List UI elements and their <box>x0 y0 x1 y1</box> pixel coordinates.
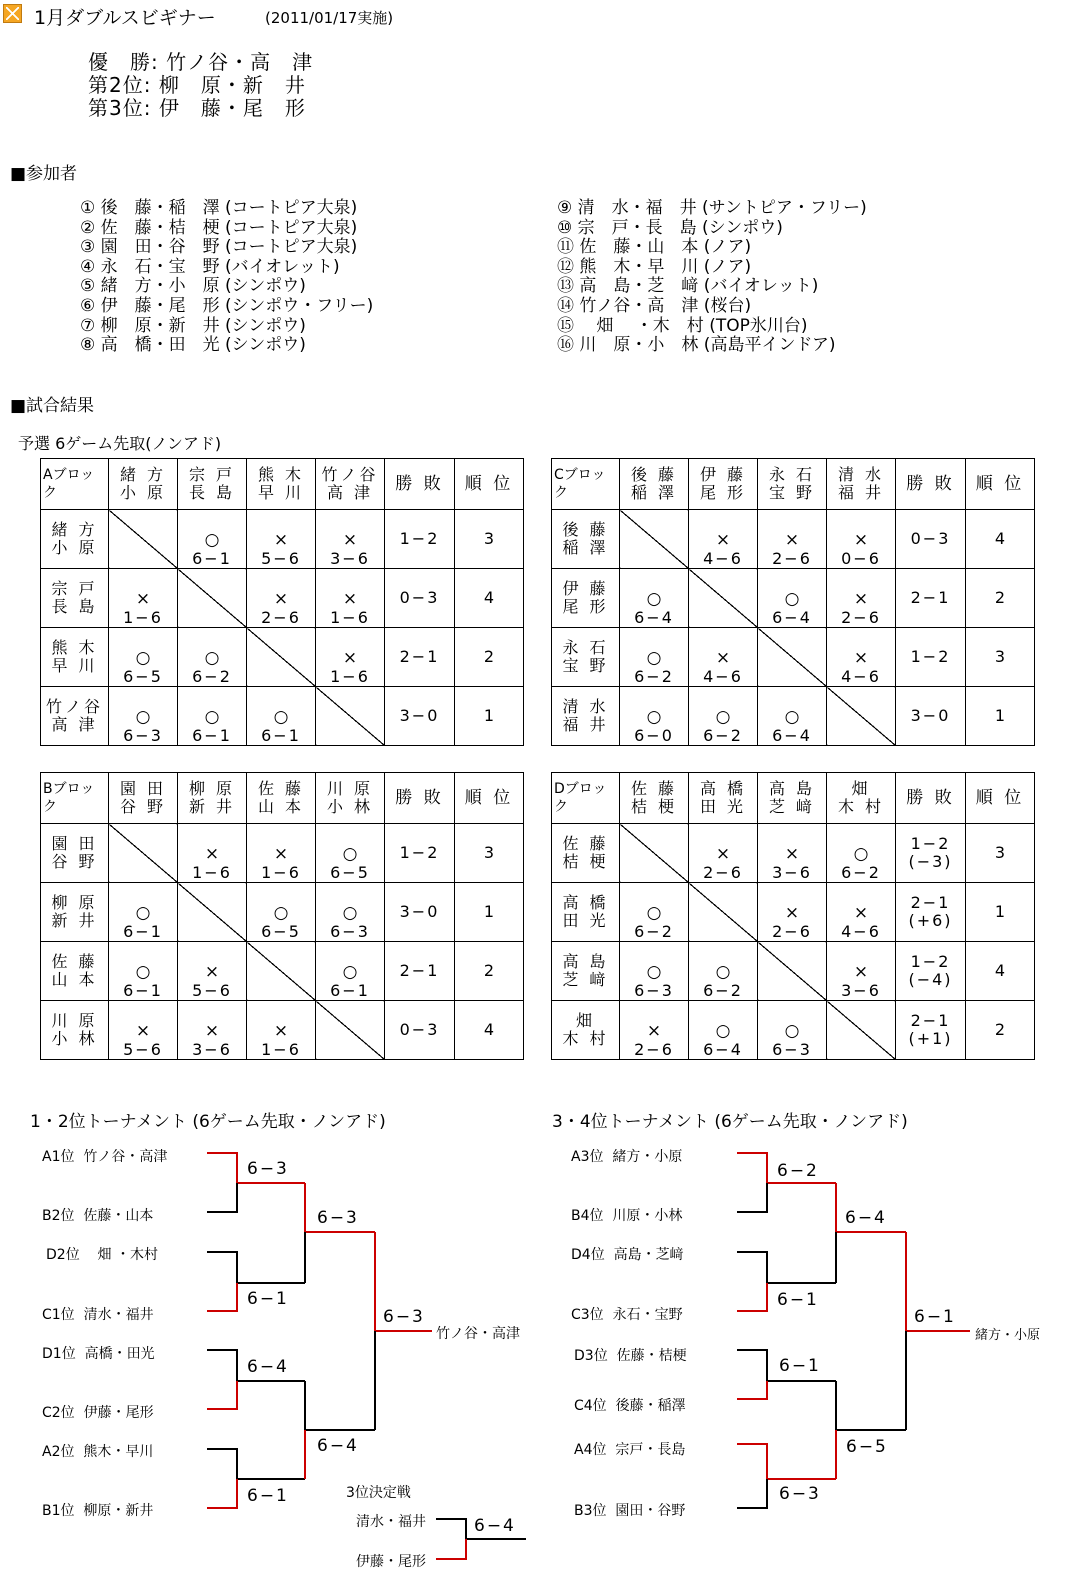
team-header: 清 水 福 井 <box>827 459 896 510</box>
match-score: 1−6 <box>192 863 232 882</box>
rank-cell: 1 <box>966 883 1035 942</box>
match-score: 6−0 <box>634 726 674 745</box>
loss-mark: × <box>204 844 220 864</box>
t34-r1-score: 6−2 <box>777 1161 819 1181</box>
loss-mark: × <box>273 844 289 864</box>
match-score: 2−6 <box>772 549 812 568</box>
match-score: 6−3 <box>123 726 163 745</box>
match-score: 3−6 <box>330 549 370 568</box>
team-header: 佐 藤 桔 梗 <box>620 773 689 824</box>
team-header: 高 橋 田 光 <box>689 773 758 824</box>
loss-mark: × <box>273 589 289 609</box>
team-row-label: 柳 原 新 井 <box>41 883 109 942</box>
win-loss-header: 勝 敗 <box>385 773 455 824</box>
loss-mark: × <box>204 1021 220 1041</box>
rank-cell: 3 <box>966 824 1035 883</box>
team-header: 川 原 小 林 <box>316 773 385 824</box>
loss-mark: × <box>715 530 731 550</box>
team-header: 後 藤 稲 澤 <box>620 459 689 510</box>
win-loss-cell: 0−3 <box>385 1001 455 1060</box>
page-title: 1月ダブルスビギナー <box>34 7 216 29</box>
t12-r1-score: 6−1 <box>247 1486 289 1506</box>
win-loss-header: 勝 敗 <box>896 773 966 824</box>
match-score: 5−6 <box>123 1040 163 1059</box>
win-loss-cell: 3−0 <box>896 687 966 746</box>
t12-entry: A1位 竹ノ谷・高津 <box>42 1149 168 1165</box>
win-mark: ○ <box>204 648 220 668</box>
t12-entry: B2位 佐藤・山本 <box>42 1208 154 1224</box>
win-loss-cell: 3−0 <box>385 687 455 746</box>
t12-r2-score: 6−4 <box>317 1436 359 1456</box>
participant-item: ⑯ 川 原・小 林 (高島平インドア) <box>557 335 836 356</box>
team-row-label: 緒 方 小 原 <box>41 510 109 569</box>
participant-item: ⑧ 高 橋・田 光 (シンポウ) <box>80 335 306 356</box>
rank-header: 順 位 <box>966 773 1035 824</box>
t12-entry: B1位 柳原・新井 <box>42 1503 154 1519</box>
t34-entry: A4位 宗戸・長島 <box>574 1442 686 1458</box>
t34-r1-score: 6−3 <box>779 1484 821 1504</box>
match-score: 6−3 <box>330 922 370 941</box>
loss-mark: × <box>273 1021 289 1041</box>
match-score: 6−2 <box>634 922 674 941</box>
match-score: 1−6 <box>123 608 163 627</box>
win-mark: ○ <box>342 844 358 864</box>
match-score: 6−3 <box>772 1040 812 1059</box>
participant-item: ⑮ 畑 ・木 村 (TOP氷川台) <box>557 315 808 336</box>
match-score: 6−1 <box>330 981 370 1000</box>
win-loss-cell: 2−1 (+1) <box>896 1001 966 1060</box>
match-score: 3−6 <box>772 863 812 882</box>
team-row-label: 伊 藤 尾 形 <box>552 569 620 628</box>
win-mark: ○ <box>135 648 151 668</box>
win-mark: ○ <box>715 1021 731 1041</box>
participant-item: ⑨ 清 水・福 井 (サントピア・フリー) <box>557 198 867 218</box>
match-score: 1−6 <box>261 863 301 882</box>
win-mark: ○ <box>646 903 662 923</box>
loss-mark: × <box>342 589 358 609</box>
t12-winner: 竹ノ谷・高津 <box>436 1326 520 1342</box>
loss-mark: × <box>646 1021 662 1041</box>
participant-item: ① 後 藤・稲 澤 (コートピア大泉) <box>80 198 358 218</box>
win-loss-cell: 1−2 <box>896 628 966 687</box>
event-date: (2011/01/17実施) <box>265 9 394 27</box>
t12-final-score: 6−3 <box>383 1307 425 1327</box>
rank-header: 順 位 <box>455 773 524 824</box>
loss-mark: × <box>342 648 358 668</box>
team-header: 佐 藤 山 本 <box>247 773 316 824</box>
team-row-label: 佐 藤 山 本 <box>41 942 109 1001</box>
win-mark: ○ <box>204 530 220 550</box>
win-mark: ○ <box>273 707 289 727</box>
result-second: 第2位: 柳 原・新 井 <box>88 73 306 97</box>
rank-cell: 4 <box>966 942 1035 1001</box>
team-header: 緒 方 小 原 <box>109 459 178 510</box>
win-mark: ○ <box>342 903 358 923</box>
rank-cell: 2 <box>966 1001 1035 1060</box>
team-header: 竹ノ谷 高 津 <box>316 459 385 510</box>
win-loss-cell: 2−1 <box>896 569 966 628</box>
rank-cell: 3 <box>455 824 524 883</box>
loss-mark: × <box>853 530 869 550</box>
participant-item: ② 佐 藤・桔 梗 (コートピア大泉) <box>80 217 358 238</box>
match-score: 6−2 <box>634 667 674 686</box>
match-score: 6−1 <box>192 726 232 745</box>
t12-r1-score: 6−4 <box>247 1357 289 1377</box>
win-mark: ○ <box>784 1021 800 1041</box>
rank-cell: 3 <box>966 628 1035 687</box>
team-row-label: 園 田 谷 野 <box>41 824 109 883</box>
t12-entry: D1位 高橋・田光 <box>42 1346 155 1362</box>
match-score: 6−4 <box>772 726 812 745</box>
team-row-label: 高 島 芝 﨑 <box>552 942 620 1001</box>
team-header: 伊 藤 尾 形 <box>689 459 758 510</box>
participant-item: ⑤ 緒 方・小 原 (シンポウ) <box>80 276 306 297</box>
participants-heading: ■参加者 <box>10 164 78 184</box>
match-score: 6−1 <box>192 549 232 568</box>
loss-mark: × <box>715 844 731 864</box>
t12-entry: C2位 伊藤・尾形 <box>42 1405 154 1421</box>
match-score: 6−4 <box>703 1040 743 1059</box>
win-loss-header: 勝 敗 <box>385 459 455 510</box>
loss-mark: × <box>853 648 869 668</box>
win-loss-cell: 2−1 <box>385 628 455 687</box>
t34-r2-score: 6−4 <box>845 1208 887 1228</box>
rank-cell: 1 <box>966 687 1035 746</box>
participant-item: ⑪ 佐 藤・山 本 (ノア) <box>557 237 752 258</box>
t34-entry: C3位 永石・宝野 <box>571 1307 683 1323</box>
participant-item: ⑦ 柳 原・新 井 (シンポウ) <box>80 315 306 336</box>
rank-cell: 2 <box>455 628 524 687</box>
rank-header: 順 位 <box>455 459 524 510</box>
win-mark: ○ <box>646 648 662 668</box>
loss-mark: × <box>715 648 731 668</box>
participant-item: ⑩ 宗 戸・長 島 (シンポウ) <box>557 217 783 238</box>
team-header: 園 田 谷 野 <box>109 773 178 824</box>
match-score: 3−6 <box>841 981 881 1000</box>
t12-r1-score: 6−1 <box>247 1289 289 1309</box>
team-row-label: 畑 木 村 <box>552 1001 620 1060</box>
t12-entry: A2位 熊木・早川 <box>42 1444 154 1460</box>
loss-mark: × <box>784 903 800 923</box>
win-mark: ○ <box>715 962 731 982</box>
block-name: Cブロック <box>552 459 620 510</box>
win-loss-cell: 1−2 (−4) <box>896 942 966 1001</box>
team-row-label: 川 原 小 林 <box>41 1001 109 1060</box>
team-header: 熊 木 早 川 <box>247 459 316 510</box>
rank-cell: 1 <box>455 687 524 746</box>
match-score: 2−6 <box>772 922 812 941</box>
t34-winner: 緒方・小原 <box>975 1328 1041 1343</box>
team-row-label: 宗 戸 長 島 <box>41 569 109 628</box>
third-place-entry: 清水・福井 <box>356 1514 426 1530</box>
match-score: 6−1 <box>123 981 163 1000</box>
t12-r2-score: 6−3 <box>317 1208 359 1228</box>
win-mark: ○ <box>135 707 151 727</box>
team-header: 畑 木 村 <box>827 773 896 824</box>
team-row-label: 竹ノ谷 高 津 <box>41 687 109 746</box>
match-score: 6−5 <box>123 667 163 686</box>
loss-mark: × <box>342 530 358 550</box>
team-header: 柳 原 新 井 <box>178 773 247 824</box>
participant-item: ③ 園 田・谷 野 (コートピア大泉) <box>80 237 358 258</box>
win-mark: ○ <box>715 707 731 727</box>
loss-mark: × <box>135 1021 151 1041</box>
loss-mark: × <box>853 589 869 609</box>
tournament34-title: 3・4位トーナメント (6ゲーム先取・ノンアド) <box>552 1112 908 1132</box>
match-score: 6−4 <box>772 608 812 627</box>
team-header: 高 島 芝 﨑 <box>758 773 827 824</box>
loss-mark: × <box>784 530 800 550</box>
match-score: 6−5 <box>261 922 301 941</box>
rank-cell: 3 <box>455 510 524 569</box>
match-score: 5−6 <box>192 981 232 1000</box>
participant-item: ⑭ 竹ノ谷・高 津 (桜台) <box>557 295 752 316</box>
loss-mark: × <box>853 903 869 923</box>
block-name: Aブロック <box>41 459 109 510</box>
t34-entry: A3位 緒方・小原 <box>571 1149 683 1165</box>
rank-cell: 4 <box>455 1001 524 1060</box>
win-loss-cell: 2−1 <box>385 942 455 1001</box>
t34-r1-score: 6−1 <box>779 1356 821 1376</box>
t12-entry: D2位 畑 ・木村 <box>46 1247 158 1263</box>
match-score: 6−5 <box>330 863 370 882</box>
win-loss-cell: 3−0 <box>385 883 455 942</box>
match-results-heading: ■試合結果 <box>10 396 95 416</box>
team-row-label: 高 橋 田 光 <box>552 883 620 942</box>
participant-item: ④ 永 石・宝 野 (バイオレット) <box>80 256 340 277</box>
win-mark: ○ <box>646 589 662 609</box>
win-mark: ○ <box>342 962 358 982</box>
loss-mark: × <box>204 962 220 982</box>
third-place-entry: 伊藤・尾形 <box>356 1554 426 1570</box>
match-score: 0−6 <box>841 549 881 568</box>
participant-item: ⑫ 熊 木・早 川 (ノア) <box>557 256 752 277</box>
third-place-score: 6−4 <box>474 1516 516 1536</box>
t34-entry: B4位 川原・小林 <box>571 1208 683 1224</box>
t34-entry: C4位 後藤・稲澤 <box>574 1398 686 1414</box>
result-winner: 優 勝: 竹ノ谷・高 津 <box>88 50 314 74</box>
match-score: 4−6 <box>841 667 881 686</box>
tournament12-title: 1・2位トーナメント (6ゲーム先取・ノンアド) <box>30 1112 386 1132</box>
win-loss-cell: 0−3 <box>385 569 455 628</box>
win-loss-cell: 2−1 (+6) <box>896 883 966 942</box>
loss-mark: × <box>135 589 151 609</box>
team-row-label: 後 藤 稲 澤 <box>552 510 620 569</box>
match-score: 6−1 <box>261 726 301 745</box>
rank-cell: 4 <box>455 569 524 628</box>
t34-entry: D4位 高島・芝﨑 <box>571 1247 684 1263</box>
team-row-label: 永 石 宝 野 <box>552 628 620 687</box>
team-row-label: 熊 木 早 川 <box>41 628 109 687</box>
win-mark: ○ <box>646 962 662 982</box>
match-score: 6−2 <box>703 981 743 1000</box>
team-row-label: 佐 藤 桔 梗 <box>552 824 620 883</box>
win-mark: ○ <box>784 589 800 609</box>
match-score: 1−6 <box>330 608 370 627</box>
match-score: 6−2 <box>192 667 232 686</box>
rank-header: 順 位 <box>966 459 1035 510</box>
t34-entry: B3位 園田・谷野 <box>574 1503 686 1519</box>
participant-item: ⑬ 高 島・芝 﨑 (バイオレット) <box>557 276 819 297</box>
t34-r1-score: 6−1 <box>777 1290 819 1310</box>
match-score: 6−4 <box>634 608 674 627</box>
win-mark: ○ <box>135 962 151 982</box>
match-score: 3−6 <box>192 1040 232 1059</box>
win-mark: ○ <box>784 707 800 727</box>
loss-mark: × <box>273 530 289 550</box>
rank-cell: 2 <box>966 569 1035 628</box>
win-loss-cell: 1−2 (−3) <box>896 824 966 883</box>
match-score: 5−6 <box>261 549 301 568</box>
team-header: 永 石 宝 野 <box>758 459 827 510</box>
team-row-label: 清 水 福 井 <box>552 687 620 746</box>
result-third: 第3位: 伊 藤・尾 形 <box>88 96 306 120</box>
third-place-title: 3位決定戦 <box>346 1485 411 1501</box>
win-mark: ○ <box>135 903 151 923</box>
match-score: 2−6 <box>841 608 881 627</box>
block-name: Bブロック <box>41 773 109 824</box>
match-score: 2−6 <box>261 608 301 627</box>
t34-r2-score: 6−5 <box>846 1437 888 1457</box>
win-mark: ○ <box>853 844 869 864</box>
t34-final-score: 6−1 <box>914 1307 956 1327</box>
loss-mark: × <box>853 962 869 982</box>
win-mark: ○ <box>204 707 220 727</box>
qualifier-subtitle: 予選 6ゲーム先取(ノンアド) <box>18 434 222 453</box>
t34-entry: D3位 佐藤・桔梗 <box>574 1348 687 1364</box>
rank-cell: 4 <box>966 510 1035 569</box>
match-score: 2−6 <box>634 1040 674 1059</box>
team-header: 宗 戸 長 島 <box>178 459 247 510</box>
match-score: 4−6 <box>703 549 743 568</box>
match-score: 1−6 <box>330 667 370 686</box>
match-score: 6−1 <box>123 922 163 941</box>
t12-r1-score: 6−3 <box>247 1159 289 1179</box>
loss-mark: × <box>784 844 800 864</box>
win-loss-header: 勝 敗 <box>896 459 966 510</box>
rank-cell: 1 <box>455 883 524 942</box>
participant-item: ⑥ 伊 藤・尾 形 (シンポウ・フリー) <box>80 295 374 316</box>
block-name: Dブロック <box>552 773 620 824</box>
t12-entry: C1位 清水・福井 <box>42 1307 154 1323</box>
match-score: 4−6 <box>703 667 743 686</box>
match-score: 4−6 <box>841 922 881 941</box>
win-loss-cell: 0−3 <box>896 510 966 569</box>
win-mark: ○ <box>646 707 662 727</box>
match-score: 2−6 <box>703 863 743 882</box>
rank-cell: 2 <box>455 942 524 1001</box>
win-mark: ○ <box>273 903 289 923</box>
win-loss-cell: 1−2 <box>385 824 455 883</box>
match-score: 6−2 <box>703 726 743 745</box>
match-score: 6−2 <box>841 863 881 882</box>
match-score: 1−6 <box>261 1040 301 1059</box>
match-score: 6−3 <box>634 981 674 1000</box>
win-loss-cell: 1−2 <box>385 510 455 569</box>
